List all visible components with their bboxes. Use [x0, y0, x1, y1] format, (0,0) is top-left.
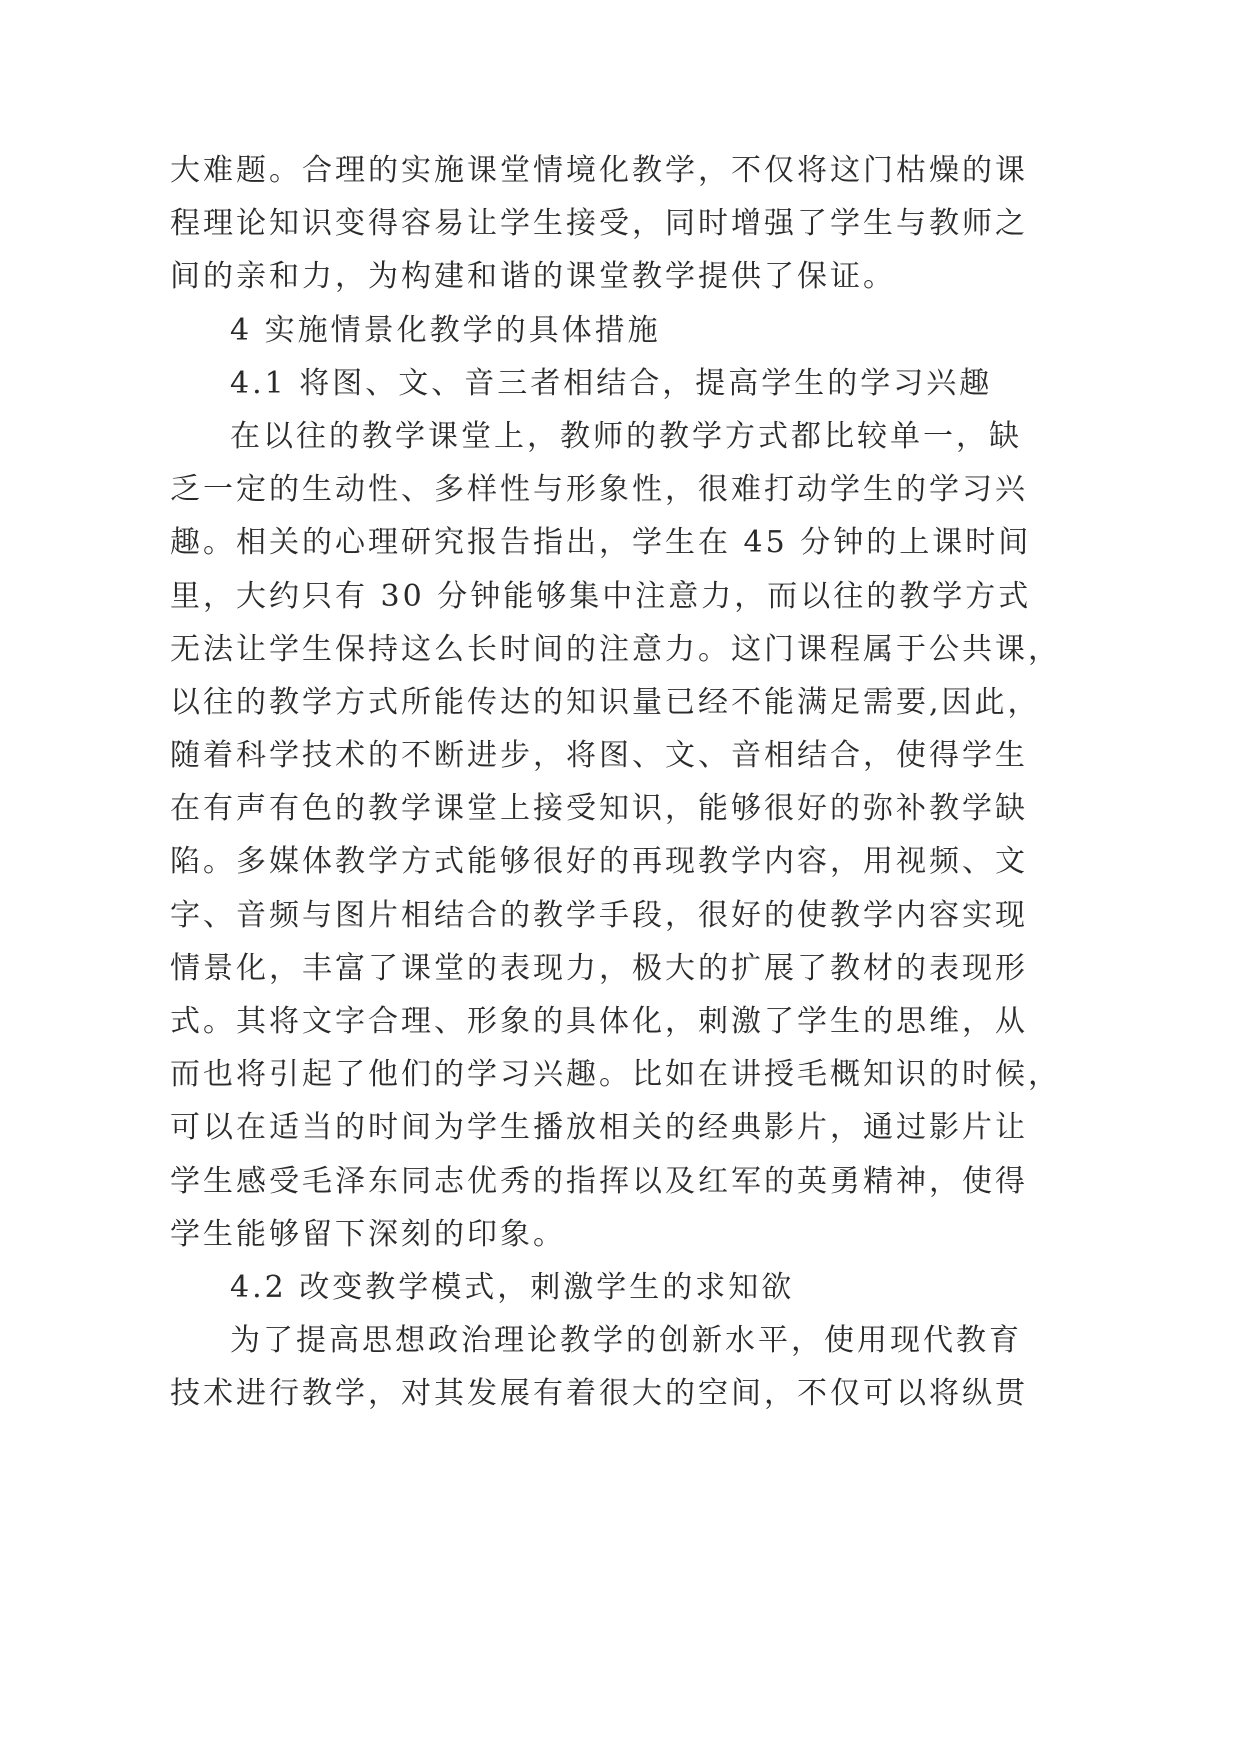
document-body [170, 144, 1061, 1421]
text-line: 里，大约只有 30 分钟能够集中注意力，而以往的教学方式 [170, 578, 1032, 614]
section-heading: 4 实施情景化教学的具体措施 [230, 312, 661, 348]
text-line: 无法让学生保持这么长时间的注意力。这门课程属于公共课， [170, 631, 1061, 667]
text-line: 间的亲和力，为构建和谐的课堂教学提供了保证。 [170, 259, 896, 295]
text-line: 可以在适当的时间为学生播放相关的经典影片，通过影片让 [170, 1110, 1028, 1146]
section-heading: 4.2 改变教学模式，刺激学生的求知欲 [230, 1269, 795, 1305]
text-line: 学生能够留下深刻的印象。 [170, 1216, 566, 1252]
text-line: 随着科学技术的不断进步，将图、文、音相结合，使得学生 [170, 738, 1028, 774]
text-line: 式。其将文字合理、形象的具体化，刺激了学生的思维，从 [170, 1004, 1028, 1039]
text-line: 乏一定的生动性、多样性与形象性，很难打动学生的学习兴 [170, 472, 1028, 508]
text-line: 情景化，丰富了课堂的表现力，极大的扩展了教材的表现形 [170, 950, 1028, 986]
text-line: 在以往的教学课堂上，教师的教学方式都比较单一，缺 [230, 418, 1022, 454]
section-heading: 4.1 将图、文、音三者相结合，提高学生的学习兴趣 [230, 365, 993, 401]
text-line: 大难题。合理的实施课堂情境化教学，不仅将这门枯燥的课 [170, 153, 1028, 188]
text-line: 学生感受毛泽东同志优秀的指挥以及红军的英勇精神，使得 [170, 1163, 1028, 1199]
text-line: 陷。多媒体教学方式能够很好的再现教学内容，用视频、文 [170, 844, 1028, 880]
text-line: 程理论知识变得容易让学生接受，同时增强了学生与教师之 [170, 206, 1028, 242]
text-line: 为了提高思想政治理论教学的创新水平，使用现代教育 [230, 1323, 1022, 1359]
text-line: 字、音频与图片相结合的教学手段，很好的使教学内容实现 [170, 897, 1028, 933]
text-line: 以往的教学方式所能传达的知识量已经不能满足需要,因此， [170, 684, 1041, 720]
text-line: 趣。相关的心理研究报告指出，学生在 45 分钟的上课时间 [170, 525, 1032, 561]
text-line: 技术进行教学，对其发展有着很大的空间，不仅可以将纵贯 [170, 1376, 1028, 1412]
text-line: 而也将引起了他们的学习兴趣。比如在讲授毛概知识的时候， [170, 1057, 1061, 1093]
text-line: 在有声有色的教学课堂上接受知识，能够很好的弥补教学缺 [170, 791, 1028, 827]
